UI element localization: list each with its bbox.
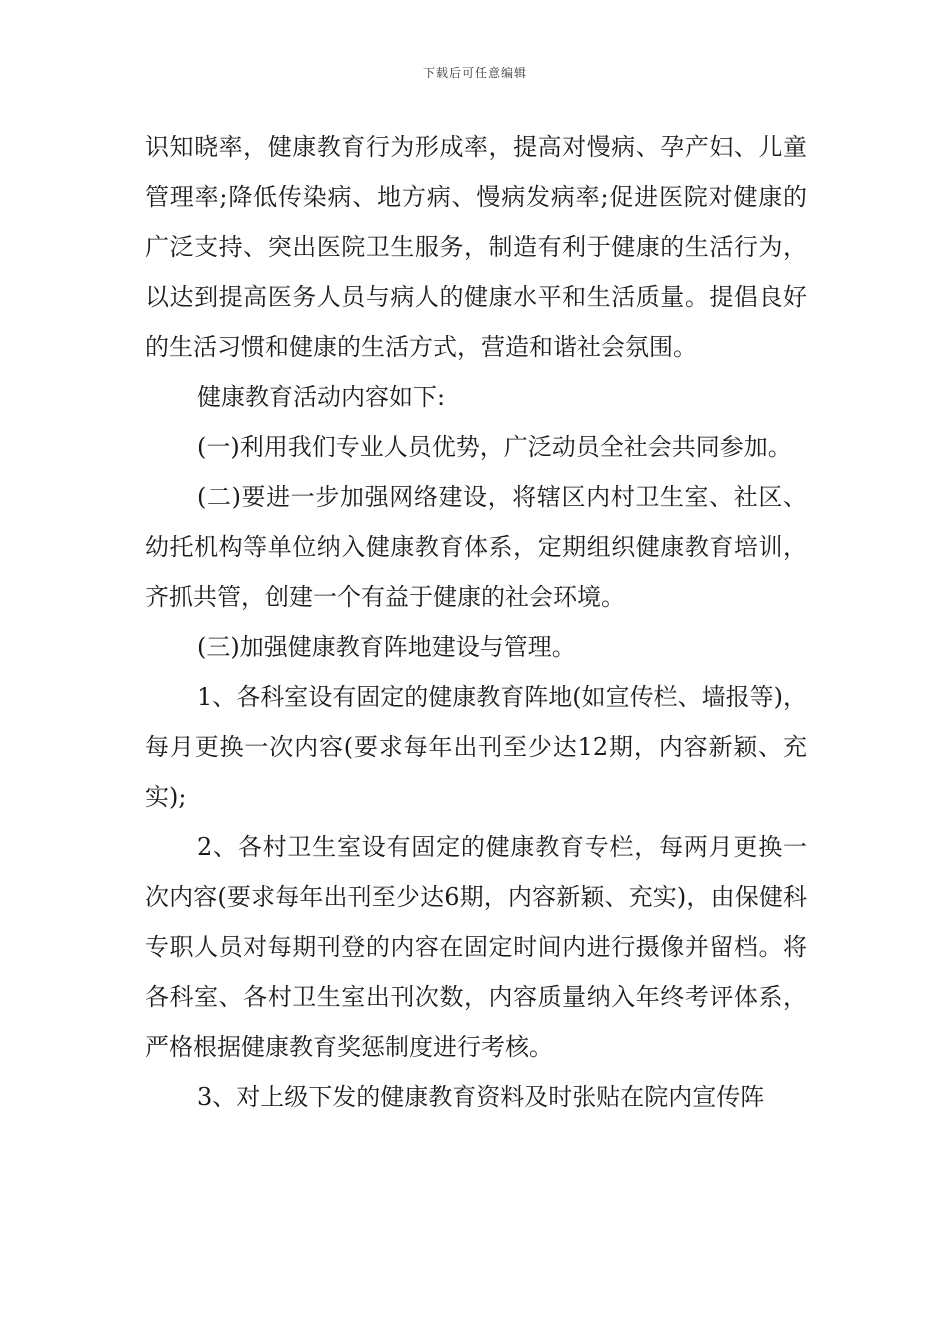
paragraph-4: (二)要进一步加强网络建设，将辖区内村卫生室、社区、幼托机构等单位纳入健康教育体系，定期组织健康教育培训，齐抓共管，创建一个有益于健康的社会环境。 bbox=[145, 483, 807, 611]
paragraph-3: (一)利用我们专业人员优势，广泛动员全社会共同参加。 bbox=[197, 433, 792, 461]
paragraph-1: 识知晓率，健康教育行为形成率，提高对慢病、孕产妇、儿童管理率;降低传染病、地方病、慢病发病率;促进医院对健康的广泛支持、突出医院卫生服务，制造有利于健康的生活行为，以达到提高医务人员与病人的健康水平和生活质量。提倡良好的生活习惯和健康的生活方式，营造和谐社会氛围。 bbox=[145, 133, 807, 361]
paragraph-2: 健康教育活动内容如下: bbox=[197, 383, 446, 411]
paragraph-8: 3、对上级下发的健康教育资料及时张贴在院内宣传阵 bbox=[197, 1083, 765, 1111]
paragraph-6: 1、各科室设有固定的健康教育阵地(如宣传栏、墙报等)，每月更换一次内容(要求每年出刊至少达12期，内容新颖、充实); bbox=[145, 683, 807, 811]
paragraph-7: 2、各村卫生室设有固定的健康教育专栏，每两月更换一次内容(要求每年出刊至少达6期，内容新颖、充实)，由保健科专职人员对每期刊登的内容在固定时间内进行摄像并留档。将各科室、各村卫生室出刊次数，内容质量纳入年终考评体系，严格根据健康教育奖惩制度进行考核。 bbox=[145, 833, 807, 1061]
page-header: 下载后可任意编辑 bbox=[422, 66, 527, 80]
document-body bbox=[145, 122, 807, 1122]
paragraph-5: (三)加强健康教育阵地建设与管理。 bbox=[197, 633, 576, 661]
